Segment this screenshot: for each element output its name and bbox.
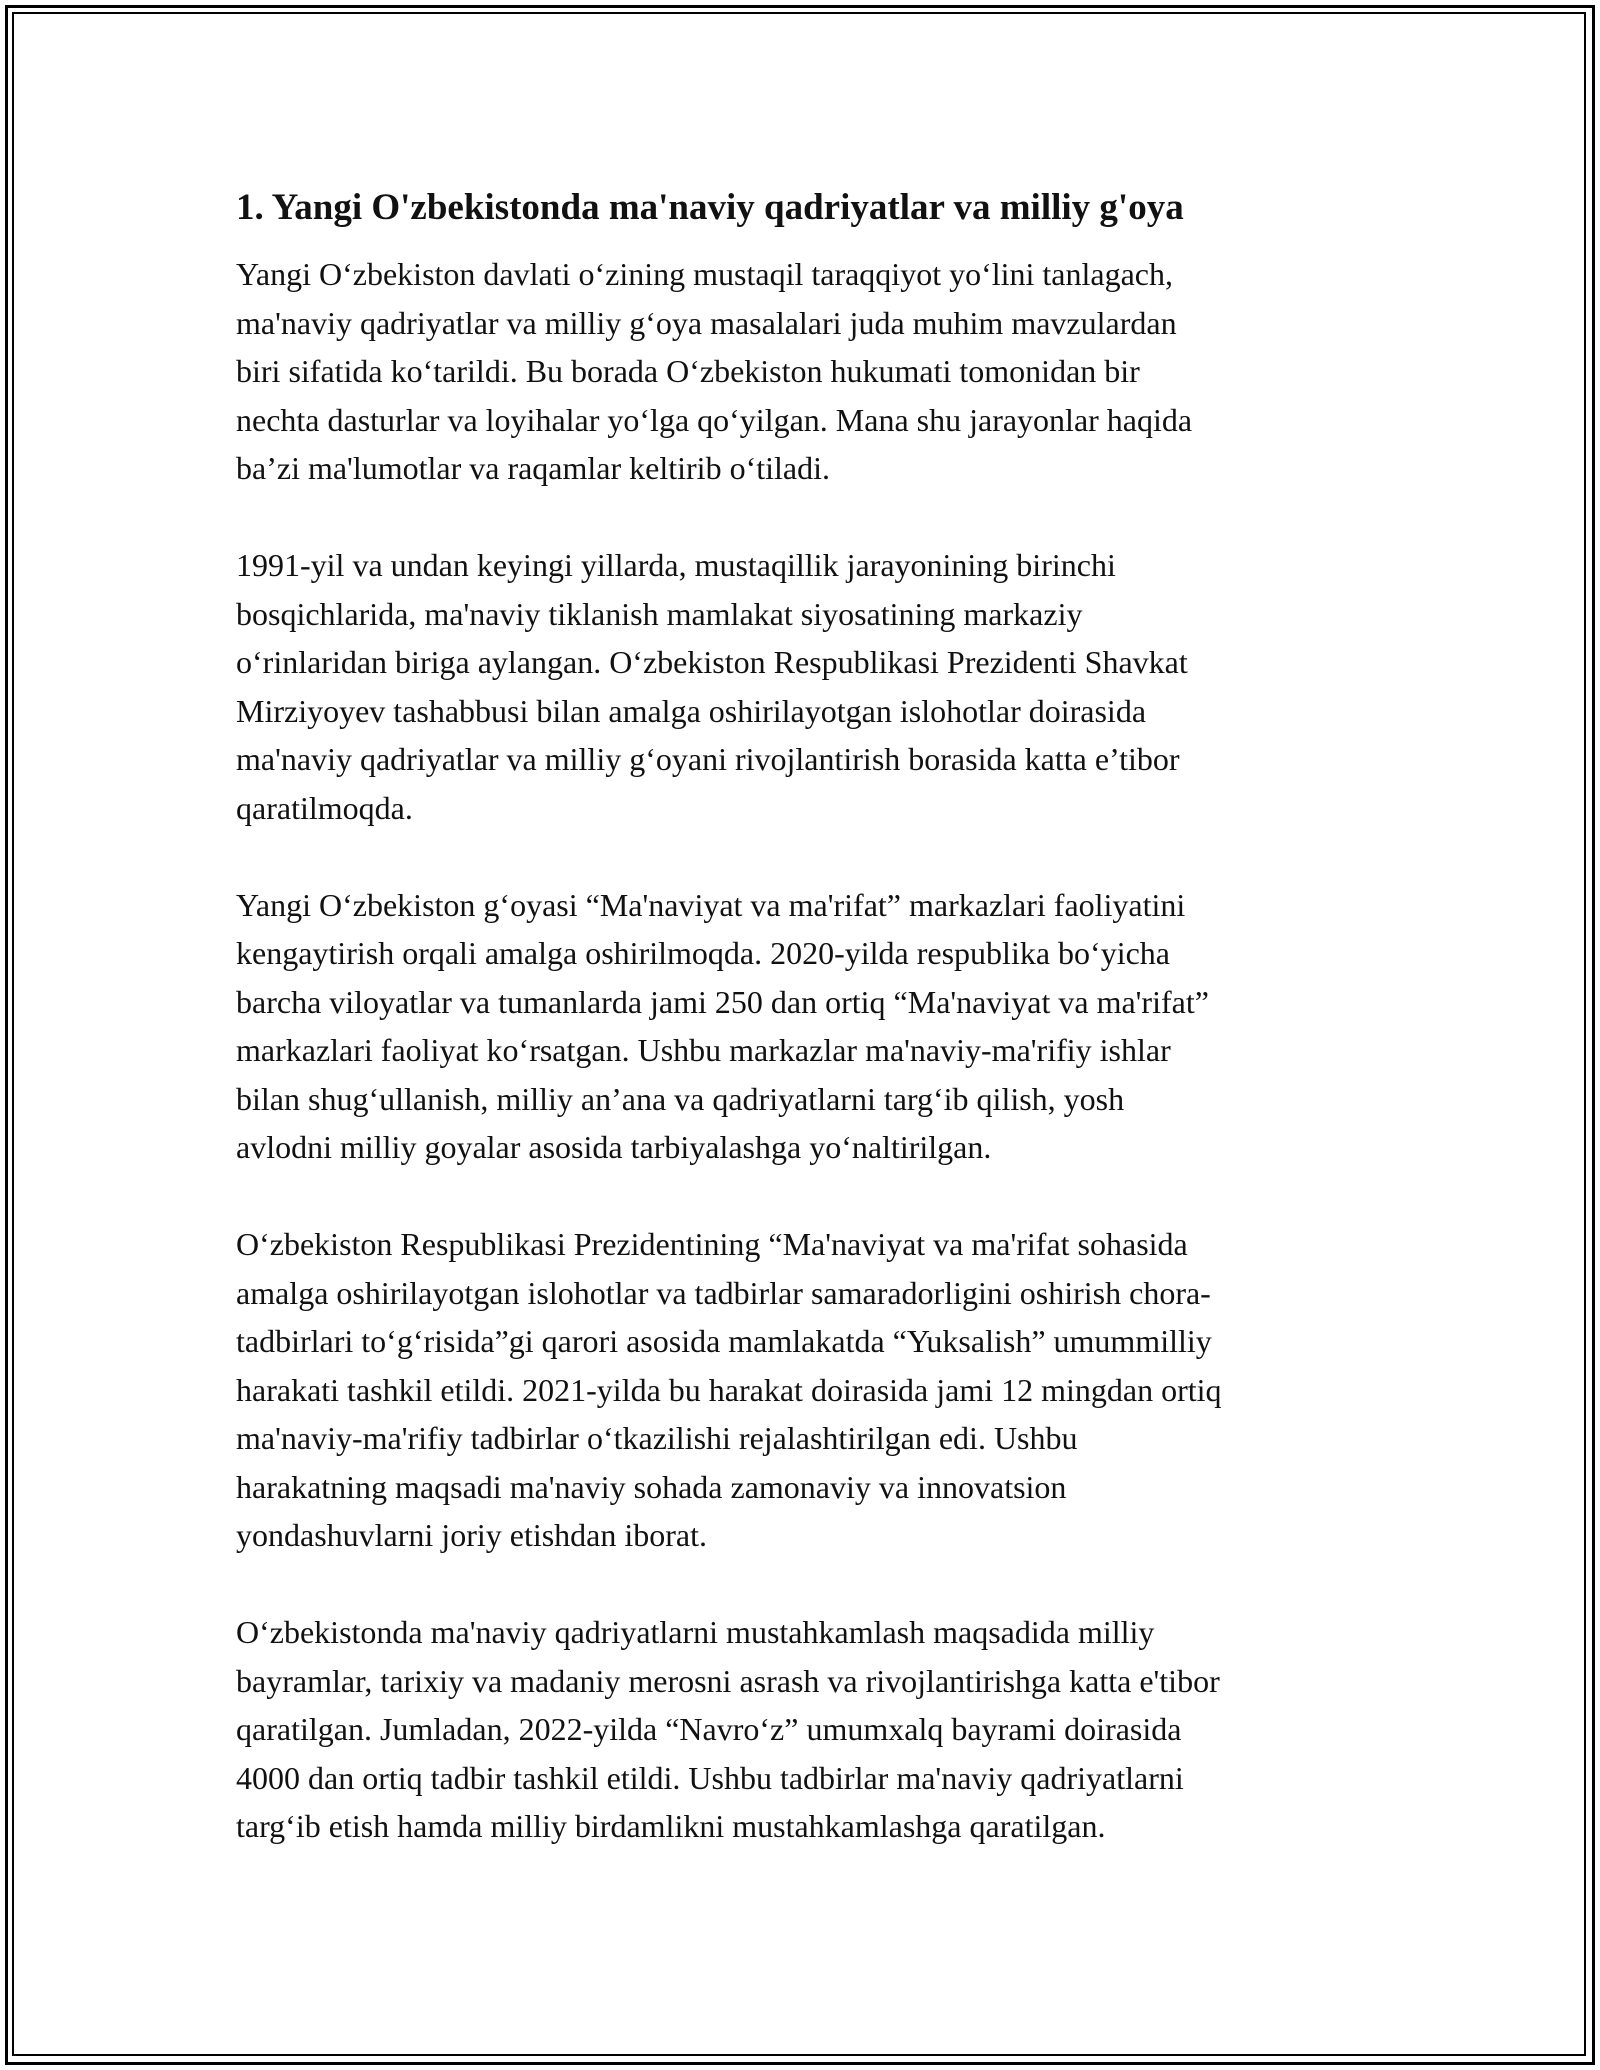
text-line: biri sifatida ko‘tarildi. Bu borada O‘zbekiston hukumati tomonidan bir xyxy=(236,353,1140,389)
text-line: 4000 dan ortiq tadbir tashkil etildi. Ushbu tadbirlar ma'naviy qadriyatlarni xyxy=(236,1759,1184,1796)
text-line: amalga oshirilayotgan islohotlar va tadbirlar samaradorligini oshirish chora- xyxy=(236,1274,1211,1311)
paragraph-centers xyxy=(236,881,1376,1172)
paragraph-yuksalish xyxy=(236,1220,1376,1560)
text-line: qaratilmoqda. xyxy=(236,789,413,826)
text-line: Mirziyoyev tashabbusi bilan amalga oshirilayotgan islohotlar doirasida xyxy=(236,692,1147,729)
text-line: markazlari faoliyat ko‘rsatgan. Ushbu markazlar ma'naviy-ma'rifiy ishlar xyxy=(236,1032,1171,1068)
text-line: ma'naviy qadriyatlar va milliy g‘oyani rivojlantirish borasida katta e’tibor xyxy=(236,741,1180,777)
text-line: kengaytirish orqali amalga oshirilmoqda. 2020-yilda respublika bo‘yicha xyxy=(236,935,1170,971)
text-line: 1991-yil va undan keyingi yillarda, mustaqillik jarayonining birinchi xyxy=(236,547,1116,583)
section-heading: 1. Yangi O'zbekistonda ma'naviy qadriyatlar va milliy g'oya xyxy=(236,187,1184,228)
text-line: bayramlar, tarixiy va madaniy merosni asrash va rivojlantirishga katta e'tibor xyxy=(236,1662,1220,1699)
text-line: O‘zbekiston Respublikasi Prezidentining “Ma'naviyat va ma'rifat sohasida xyxy=(236,1226,1188,1262)
text-line: tadbirlari to‘g‘risida”gi qarori asosida mamlakatda “Yuksalish” umummilliy xyxy=(236,1323,1212,1359)
text-line: ma'naviy qadriyatlar va milliy g‘oya masalalari juda muhim mavzulardan xyxy=(236,304,1177,341)
text-line: O‘zbekistonda ma'naviy qadriyatlarni mustahkamlash maqsadida milliy xyxy=(236,1614,1155,1650)
text-line: Yangi O‘zbekiston g‘oyasi “Ma'naviyat va ma'rifat” markazlari faoliyatini xyxy=(236,886,1186,923)
text-line: harakatning maqsadi ma'naviy sohada zamonaviy va innovatsion xyxy=(236,1468,1067,1505)
text-line: bilan shug‘ullanish, milliy an’ana va qadriyatlarni targ‘ib qilish, yosh xyxy=(236,1080,1125,1117)
text-line: bosqichlarida, ma'naviy tiklanish mamlakat siyosatining markaziy xyxy=(236,595,1083,632)
text-line: ba’zi ma'lumotlar va raqamlar keltirib o‘tiladi. xyxy=(236,450,830,486)
text-line: barcha viloyatlar va tumanlarda jami 250 dan ortiq “Ma'naviyat va ma'rifat” xyxy=(236,983,1209,1020)
paragraph-navroz xyxy=(236,1608,1376,1851)
text-line: Yangi O‘zbekiston davlati o‘zining mustaqil taraqqiyot yo‘lini tanlagach, xyxy=(236,256,1173,292)
text-line: harakati tashkil etildi. 2021-yilda bu harakat doirasida jami 12 mingdan ortiq xyxy=(236,1371,1222,1408)
text-line: ma'naviy-ma'rifiy tadbirlar o‘tkazilishi rejalashtirilgan edi. Ushbu xyxy=(236,1420,1078,1456)
text-line: qaratilgan. Jumladan, 2022-yilda “Navro‘z” umumxalq bayrami doirasida xyxy=(236,1711,1182,1747)
text-line: o‘rinlaridan biriga aylangan. O‘zbekiston Respublikasi Prezidenti Shavkat xyxy=(236,644,1188,680)
paragraph-intro xyxy=(236,250,1376,493)
text-line: avlodni milliy goyalar asosida tarbiyalashga yo‘naltirilgan. xyxy=(236,1129,992,1165)
text-line: nechta dasturlar va loyihalar yo‘lga qo‘yilgan. Mana shu jarayonlar haqida xyxy=(236,401,1193,438)
paragraph-1991 xyxy=(236,541,1376,832)
document-body xyxy=(236,184,1376,1851)
text-line: yondashuvlarni joriy etishdan iborat. xyxy=(236,1517,708,1553)
text-line: targ‘ib etish hamda milliy birdamlikni mustahkamlashga qaratilgan. xyxy=(236,1808,1106,1844)
